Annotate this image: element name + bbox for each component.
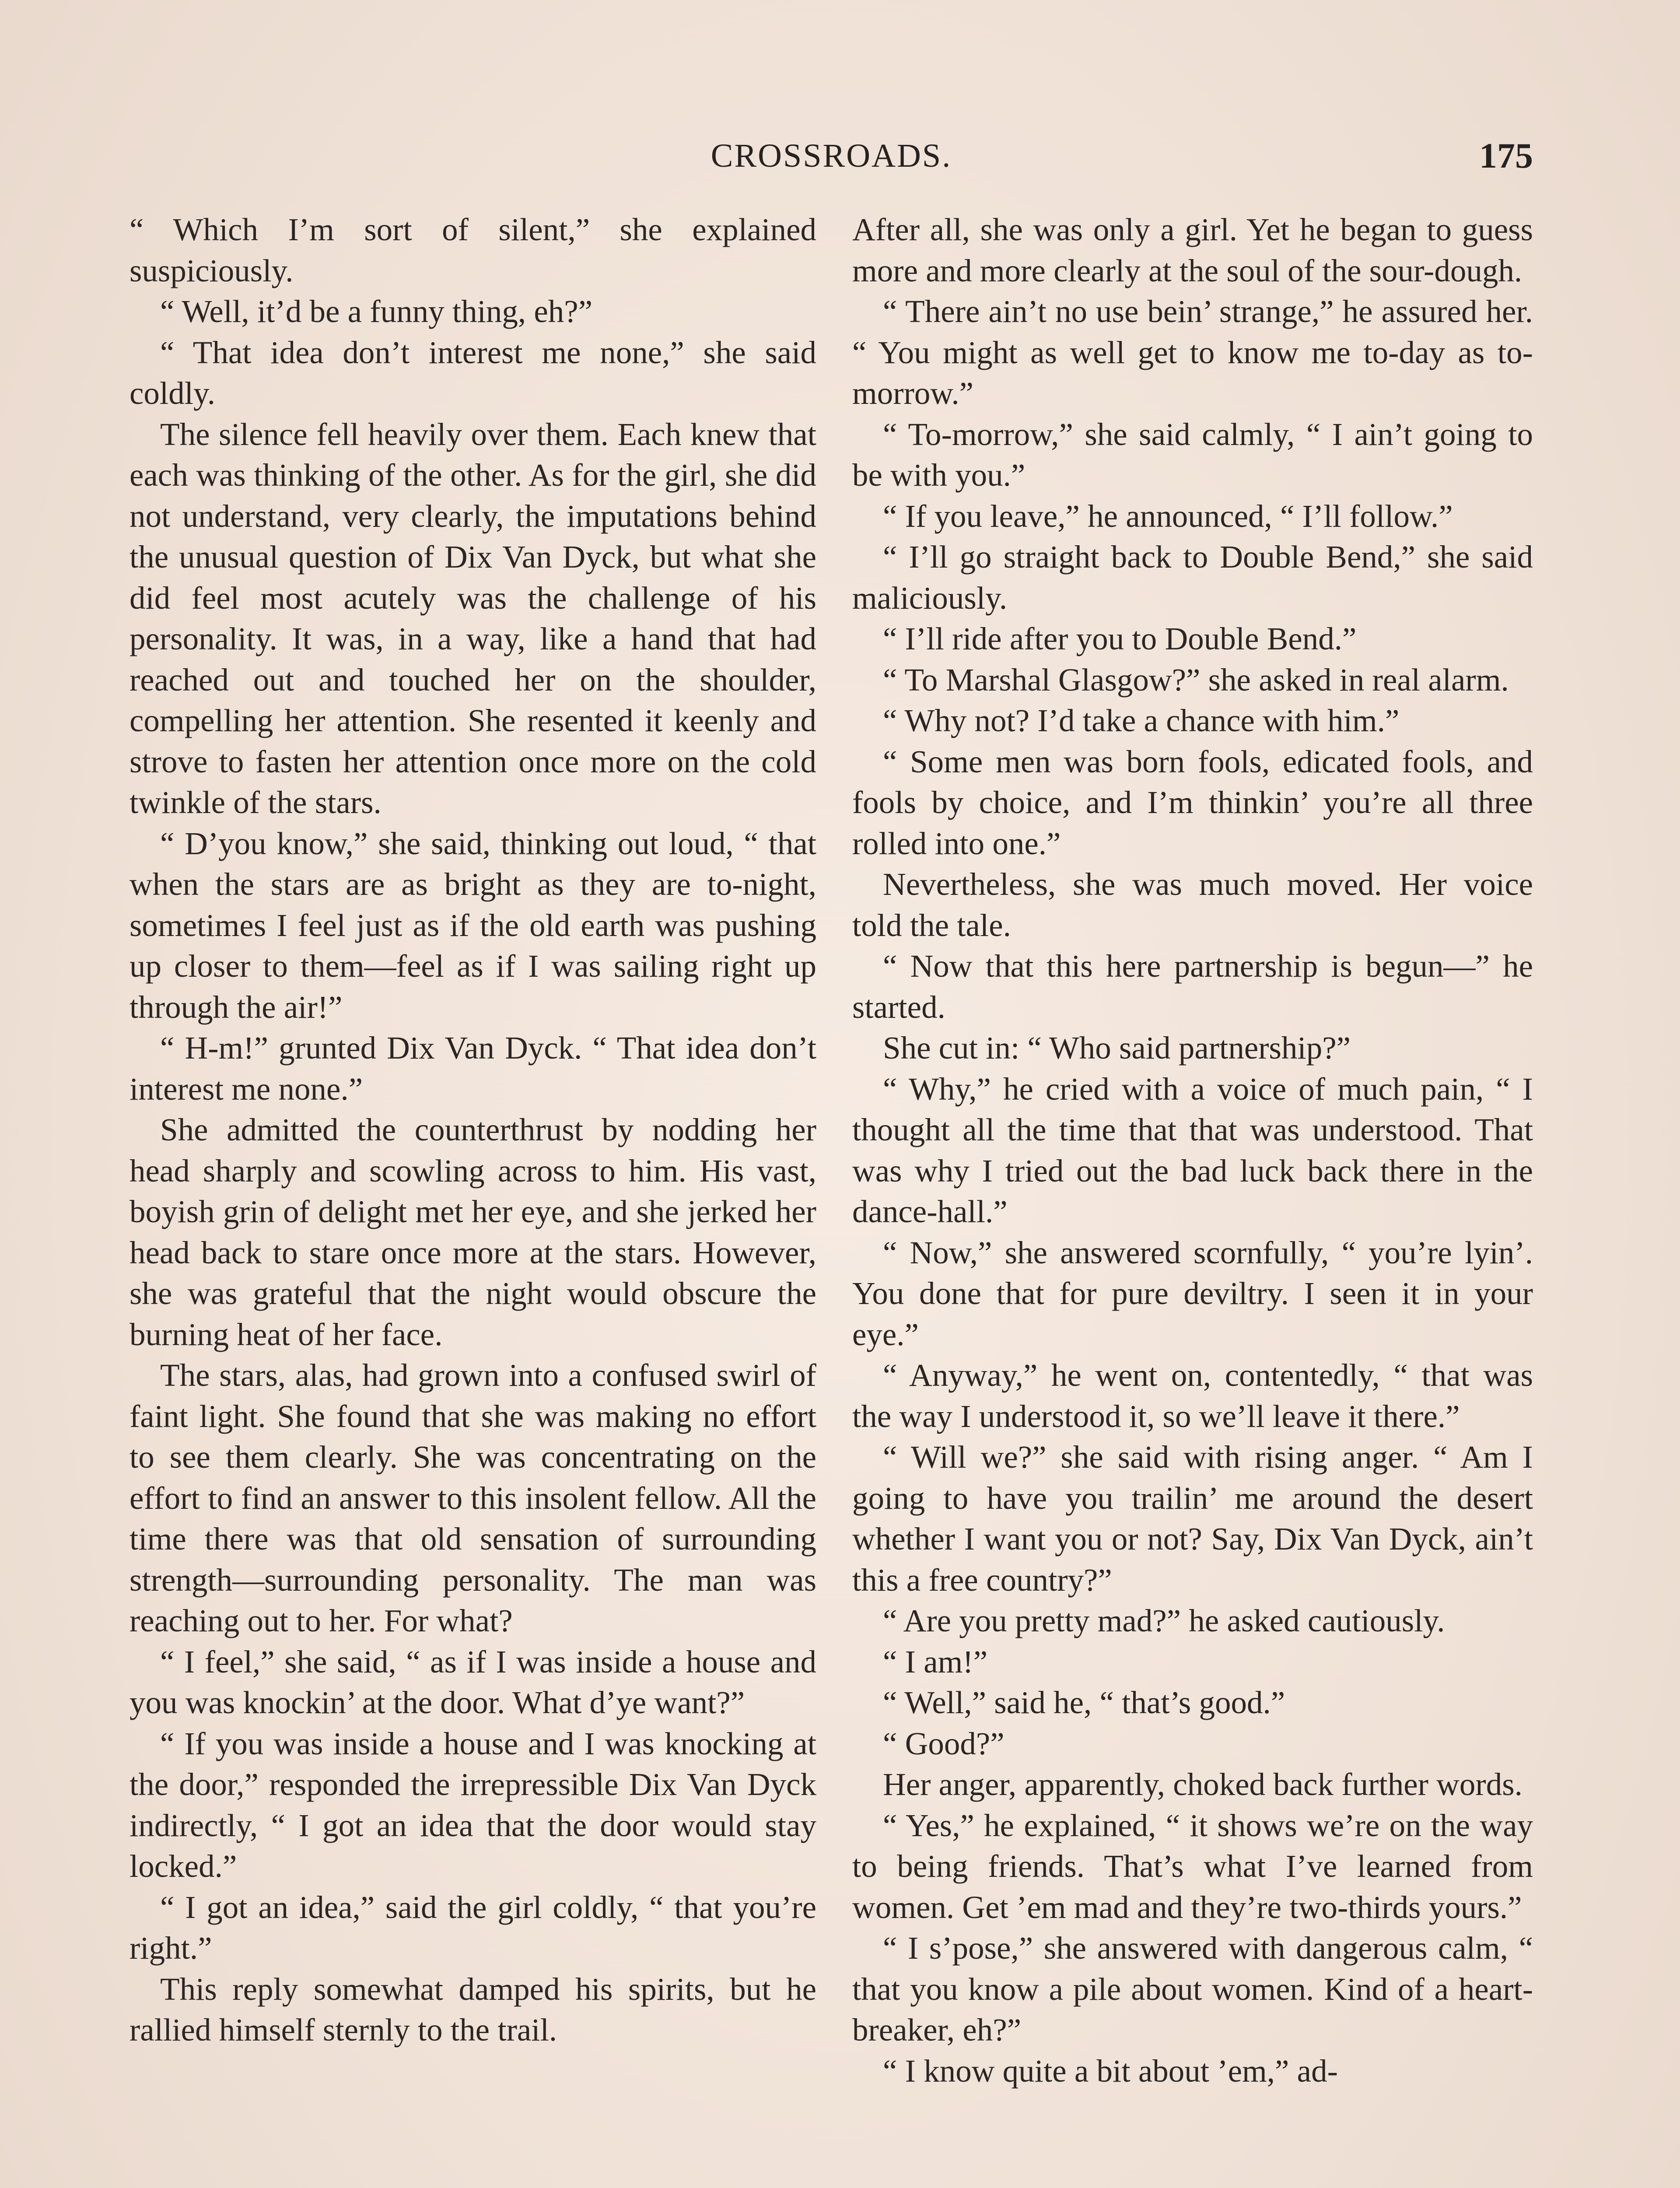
paragraph: “ I feel,” she said, “ as if I was inside a house and you was knockin’ at the door. What d’ye want?”: [130, 1644, 816, 1720]
paragraph: “ H-m!” grunted Dix Van Dyck. “ That idea don’t interest me none.”: [130, 1030, 816, 1107]
paragraph: “ Why not? I’d take a chance with him.”: [883, 703, 1400, 738]
paragraph: The silence fell heavily over them. Each knew that each was thinking of the other. As for the girl, she did not understand, very clearly, the imputations behind the unusual question of Dix Van Dyck, but what she did feel most acutely was the challenge of his personality. It was, in a way, like a hand that had reached out and touched her on the shoulder, compelling her attention. She resented it keenly and strove to fasten her attention once more on the cold twinkle of the stars.: [130, 416, 816, 820]
paragraph: “ Are you pretty mad?” he asked cautiously.: [883, 1603, 1445, 1638]
paragraph: “ Anyway,” he went on, contentedly, “ that was the way I understood it, so we’ll leave it there.”: [852, 1357, 1533, 1434]
paragraph: “ Why,” he cried with a voice of much pain, “ I thought all the time that that was understood. That was why I tried out the bad luck back there in the dance-hall.”: [852, 1071, 1533, 1229]
paragraph: “ If you leave,” he announced, “ I’ll follow.”: [883, 498, 1453, 534]
paragraph: “ I’ll go straight back to Double Bend,” she said maliciously.: [852, 539, 1533, 616]
paragraph: “ Yes,” he explained, “ it shows we’re on the way to being friends. That’s what I’ve learned from women. Get ’em mad and they’re two-thirds yours.”: [852, 1807, 1533, 1925]
paragraph: “ Some men was born fools, edicated fools, and fools by choice, and I’m thinkin’ you’re all three rolled into one.”: [852, 743, 1533, 861]
paragraph: Nevertheless, she was much moved. Her voice told the tale.: [852, 866, 1533, 943]
paragraph: “ That idea don’t interest me none,” she said coldly.: [130, 334, 816, 411]
paragraph: “ I am!”: [883, 1644, 988, 1680]
paragraph: “ To Marshal Glasgow?” she asked in real alarm.: [883, 662, 1509, 698]
paragraph: “ Which I’m sort of silent,” she explained suspiciously.: [130, 212, 816, 288]
paragraph: “ D’you know,” she said, thinking out loud, “ that when the stars are as bright as they are to-night, sometimes I feel just as if the old earth was pushing up closer to them—feel as if I was sailing right up through the air!”: [130, 825, 816, 1025]
paragraph: “ To-morrow,” she said calmly, “ I ain’t going to be with you.”: [852, 416, 1533, 493]
paragraph: “ Good?”: [883, 1725, 1004, 1761]
paragraph: “ I’ll ride after you to Double Bend.”: [883, 621, 1357, 656]
paragraph: After all, she was only a girl. Yet he began to guess more and more clearly at the soul of the sour-dough.: [852, 212, 1533, 288]
paragraph: “ Well,” said he, “ that’s good.”: [883, 1685, 1285, 1720]
paragraph: “ Will we?” she said with rising anger. “ Am I going to have you trailin’ me around the desert whether I want you or not? Say, Dix Van Dyck, ain’t this a free country?”: [852, 1439, 1533, 1598]
paragraph: “ Well, it’d be a funny thing, eh?”: [160, 294, 593, 329]
paragraph: The stars, alas, had grown into a confused swirl of faint light. She found that she was making no effort to see them clearly. She was concentrating on the effort to find an answer to this insolent fellow. All the time there was that old sensation of surrounding strength—surrounding personality. The man was reaching out to her. For what?: [130, 1357, 816, 1638]
page-header: [130, 130, 1533, 182]
paragraph: “ If you was inside a house and I was knocking at the door,” responded the irrepressible Dix Van Dyck indirectly, “ I got an idea that the door would stay locked.”: [130, 1725, 816, 1884]
right-column: [852, 209, 1533, 2188]
left-column: [130, 209, 816, 2188]
paragraph: “ I know quite a bit about ’em,” ad-: [883, 2053, 1338, 2089]
paragraph: “ Now,” she answered scornfully, “ you’re lyin’. You done that for pure deviltry. I seen it in your eye.”: [852, 1234, 1533, 1352]
paragraph: This reply somewhat damped his spirits, but he rallied himself sternly to the trail.: [130, 1971, 816, 2048]
paragraph: “ I s’pose,” she answered with dangerous calm, “ that you know a pile about women. Kind of a heart-breaker, eh?”: [852, 1930, 1533, 2048]
paragraph: She cut in: “ Who said partnership?”: [883, 1030, 1351, 1066]
paragraph: She admitted the counterthrust by nodding her head sharply and scowling across to him. His vast, boyish grin of delight met her eye, and she jerked her head back to stare once more at the stars. However, she was grateful that the night would obscure the burning heat of her face.: [130, 1112, 816, 1352]
paragraph: Her anger, apparently, choked back further words.: [883, 1767, 1522, 1802]
paragraph: “ There ain’t no use bein’ strange,” he assured her. “ You might as well get to know me to-day as to-morrow.”: [852, 294, 1533, 411]
running-title: CROSSROADS.: [710, 137, 952, 174]
paragraph: “ Now that this here partnership is begun—” he started.: [852, 948, 1533, 1025]
paragraph: “ I got an idea,” said the girl coldly, “ that you’re right.”: [130, 1889, 816, 1966]
page-number: 175: [1479, 136, 1533, 175]
